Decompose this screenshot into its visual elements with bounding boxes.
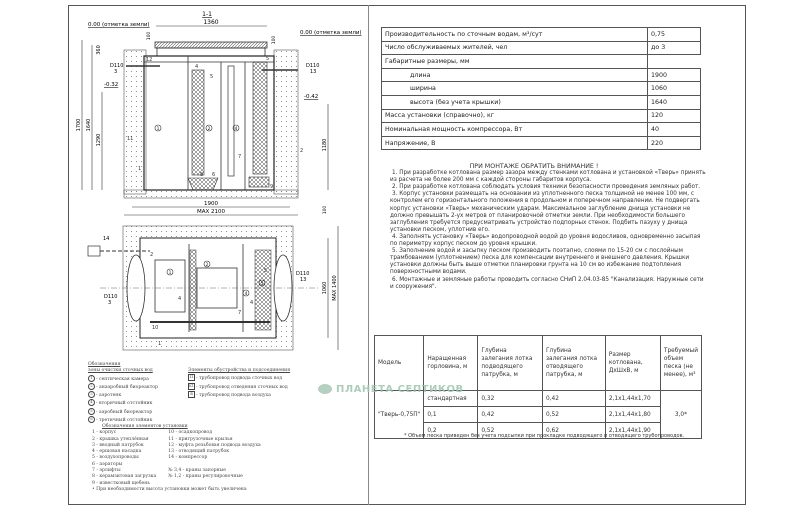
legend-connection-item: K1 - трубопровод отведения сточных вод bbox=[189, 383, 288, 390]
legend-zones-title: зоны очистки сточных вод bbox=[88, 368, 153, 374]
inlet-level: -0.32 bbox=[104, 82, 119, 88]
globe-icon bbox=[318, 384, 332, 394]
plan-inlet-diameter: D110 bbox=[104, 294, 118, 300]
spec-row bbox=[382, 95, 701, 109]
spec-row bbox=[382, 68, 701, 82]
svg-text:2: 2 bbox=[207, 126, 211, 131]
cell-neck: стандартная bbox=[424, 391, 478, 407]
legend-zone-item: 3 - аэротенк bbox=[88, 391, 158, 399]
legend-zone-item: 1 - септическая камера bbox=[88, 375, 158, 383]
plan-outlet-number: 13 bbox=[300, 277, 307, 283]
spec-label: Габаритные размеры, мм bbox=[382, 55, 648, 69]
legend-parts bbox=[92, 424, 261, 493]
note-item: 4. Заполнять установку «Тверь» водопроводной водой до уровня водосливов, одновременно засыпая по периметру корпус песком до уровня крышки. bbox=[390, 233, 701, 248]
svg-text:9: 9 bbox=[270, 184, 274, 190]
spec-value: 40 bbox=[648, 123, 701, 137]
svg-text:1: 1 bbox=[158, 341, 162, 347]
spec-row bbox=[382, 109, 701, 123]
svg-text:1: 1 bbox=[156, 126, 160, 131]
note-item: 2. При разработке котлована соблюдать условия техники безопасности проведения земляных работ. bbox=[392, 184, 701, 191]
inlet-number: 3 bbox=[114, 69, 118, 75]
svg-text:1: 1 bbox=[138, 166, 142, 172]
spec-label: высота (без учета крышки) bbox=[382, 95, 648, 109]
section-title: 1-1 bbox=[202, 11, 212, 18]
legend-zone-item: 2 - анаэробный биореактор bbox=[88, 383, 158, 391]
spec-value: 1900 bbox=[648, 68, 701, 82]
spec-row bbox=[382, 136, 701, 150]
cell-in-depth: 0,32 bbox=[478, 391, 543, 407]
svg-text:4: 4 bbox=[195, 64, 199, 70]
svg-text:1: 1 bbox=[168, 270, 172, 275]
dim-plan-width: 1060 bbox=[322, 281, 328, 295]
legend-connection-item: I1 - трубопровод подвода сточных вод bbox=[189, 375, 283, 382]
svg-text:8: 8 bbox=[200, 172, 204, 178]
spec-label: длина bbox=[382, 68, 648, 82]
spec-label: ширина bbox=[382, 82, 648, 96]
spec-value: 220 bbox=[648, 136, 701, 150]
legend-elements-title: Элементы обустройства и подсоединения bbox=[188, 368, 291, 373]
legend-part-item: 6 - аэраторы bbox=[92, 461, 123, 467]
dim-width-top: 1360 bbox=[203, 19, 219, 26]
legend-connections bbox=[188, 368, 290, 399]
cell-pit: 2,1х1,44х1,90 bbox=[605, 423, 660, 439]
ground-level-left: 0.00 (отметка земли) bbox=[88, 22, 150, 28]
spec-row bbox=[382, 28, 701, 42]
legend-part-item: 12 - муфта резьбовая подвода воздуха bbox=[168, 442, 261, 448]
specs-table bbox=[381, 27, 701, 150]
svg-text:12: 12 bbox=[146, 57, 153, 63]
cell-in-depth: 0,42 bbox=[478, 407, 543, 423]
legend-connection-item: В - трубопровод подвода воздуха bbox=[188, 391, 290, 399]
zone-number-icon: 2 bbox=[88, 383, 95, 390]
legend-part-item: № 1,2 - краны регулировочные bbox=[168, 474, 243, 480]
dim-100-right: 100 bbox=[272, 35, 277, 45]
spec-label: Производительность по сточным водам, м³/сут bbox=[382, 28, 648, 42]
col-neck: Наращенная горловина, м bbox=[424, 336, 478, 391]
models-header-row bbox=[375, 336, 702, 391]
svg-text:2: 2 bbox=[300, 148, 304, 154]
note-item: 3. Корпус установки размещать на основании из уплотненного песка толщиной не менее 100 мм, с контролем его горизонтального положения в продольном и поперечном направлении. Не подвергать корпус установки «Тверь» механическим ударам. Максимальное заглубление днища установки не должно превышать 2-ух метров от планировочной отметки земли. При необходимости большего заглубления требуется предусматривать устройство подпорных стенок. Подбить пазуху у днища установки песком, уплотнив его. bbox=[390, 191, 700, 233]
dim-height-1700: 1700 bbox=[76, 118, 82, 132]
plan-outlet-diameter: D110 bbox=[296, 271, 310, 277]
spec-row bbox=[382, 123, 701, 137]
svg-text:5: 5 bbox=[266, 56, 270, 62]
legend-zones bbox=[88, 362, 158, 424]
cell-out-depth: 0,42 bbox=[542, 391, 605, 407]
legend-part-item: 4 - ершовая насадка bbox=[92, 449, 142, 455]
note-item: 5. Заполнение водой и засыпку песком производить поэтапно, слоями по 15-20 см с послойным трамбованием (уплотнением) песка для компенсации внутреннего и внешнего давления. Крышки установки должны быть выше отметки планировки грунта на 10 см во избежание подтопления поверхностными водами. bbox=[390, 248, 690, 276]
legend-part-item: 3 - вводный патрубок bbox=[92, 442, 144, 448]
pipe-symbol-icon: K1 bbox=[189, 383, 194, 388]
note-item: 6. Монтажные и земляные работы проводить согласно СНиП 2.04.03-85 "Канализация. Наружные сети и сооружения". bbox=[390, 276, 704, 290]
cell-in-depth: 0,52 bbox=[478, 423, 543, 439]
col-out-depth: Глубина залегания лотка отводящего патрубка, м bbox=[542, 336, 605, 391]
spec-row bbox=[382, 55, 701, 69]
spec-value bbox=[648, 55, 701, 69]
table-row bbox=[375, 407, 702, 423]
svg-text:2: 2 bbox=[205, 262, 209, 267]
legend-zone-item: 4 - вторичный отстойник bbox=[88, 399, 158, 407]
dim-100-left: 100 bbox=[147, 31, 152, 41]
spec-label: Масса установки (справочно), кг bbox=[382, 109, 648, 123]
svg-text:4: 4 bbox=[178, 296, 182, 302]
spec-value: до 3 bbox=[648, 41, 701, 55]
note-item: 1. При разработке котлована размер зазора между стенками котлована и установкой «Тверь» принять из расчета не более 200 мм с каждой стороны габаритов корпуса. bbox=[390, 170, 706, 184]
pipe-symbol-icon: В bbox=[188, 391, 195, 398]
legend-part-item: 11 - пригрузочные крылья bbox=[168, 436, 233, 442]
ground-level-right: 0.00 (отметка земли) bbox=[300, 30, 362, 36]
svg-text:10: 10 bbox=[152, 325, 159, 331]
spec-label: Число обслуживаемых жителей, чел bbox=[382, 41, 648, 55]
legend-part-item: 9 - известковый щебень bbox=[92, 480, 150, 486]
zone-number-icon: 1 bbox=[88, 375, 95, 382]
col-sand-volume: Требуемый объем песка (не менее), м³ bbox=[660, 336, 701, 391]
plan-inlet-number: 3 bbox=[108, 300, 112, 306]
spec-value: 1640 bbox=[648, 95, 701, 109]
installation-notes bbox=[390, 163, 708, 291]
compressor-number: 14 bbox=[103, 236, 110, 242]
compressor bbox=[88, 246, 100, 256]
legend-part-item: № 3,4 - краны запорные bbox=[168, 468, 226, 474]
spec-value: 120 bbox=[648, 109, 701, 123]
cell-pit: 2,1х1,44х1,70 bbox=[605, 391, 660, 407]
dim-height-1640: 1640 bbox=[86, 118, 92, 132]
zone-number-icon: 4 bbox=[88, 399, 95, 406]
notes-heading: ПРИ МОНТАЖЕ ОБРАТИТЬ ВНИМАНИЕ ! bbox=[469, 163, 599, 170]
svg-text:7: 7 bbox=[238, 310, 242, 316]
legend-zone-item: 5 - аэробный биореактор bbox=[88, 408, 158, 416]
legend-part-item: 2 - крышка утеплённая bbox=[92, 436, 149, 442]
cell-out-depth: 0,52 bbox=[542, 407, 605, 423]
svg-text:4: 4 bbox=[234, 126, 238, 131]
outlet-diameter: D110 bbox=[306, 63, 320, 69]
pipe-symbol-icon: I1 bbox=[189, 375, 194, 380]
dim-height-1180: 1180 bbox=[322, 138, 328, 152]
svg-text:5: 5 bbox=[264, 268, 268, 274]
cell-pit: 2,1х1,44х1,80 bbox=[605, 407, 660, 423]
svg-text:5: 5 bbox=[210, 74, 214, 80]
spec-label: Напряжение, В bbox=[382, 136, 648, 150]
dim-360: 360 bbox=[96, 45, 102, 55]
outlet-level: -0.42 bbox=[304, 94, 319, 100]
col-model: Модель bbox=[375, 336, 424, 391]
sand-footnote: * Объем песка приведен без учета подсыпки при прокладке подводящего и отводящего трубопроводов. bbox=[404, 433, 685, 439]
outlet-number: 13 bbox=[310, 69, 317, 75]
legend-part-item: 5 - воздухопроводы bbox=[92, 455, 139, 461]
cell-out-depth: 0,62 bbox=[542, 423, 605, 439]
svg-text:11: 11 bbox=[127, 136, 134, 142]
zone-number-icon: 5 bbox=[88, 408, 95, 415]
cell-neck: 0,1 bbox=[424, 407, 478, 423]
svg-text:2: 2 bbox=[150, 252, 154, 258]
spec-row bbox=[382, 41, 701, 55]
legend-parts-title: Обозначения элементов установки bbox=[102, 424, 188, 429]
sand-volume: 3,0* bbox=[660, 391, 701, 439]
spec-value: 0,75 bbox=[648, 28, 701, 42]
legend-note: • При необходимости высота установки может быть увеличена bbox=[92, 486, 247, 492]
zone-number-icon: 3 bbox=[88, 391, 95, 398]
inlet-diameter: D110 bbox=[110, 63, 124, 69]
spec-row bbox=[382, 82, 701, 96]
cell-neck: 0,2 bbox=[424, 423, 478, 439]
col-pit-size: Размер котлована, ДхШхВ, м bbox=[605, 336, 660, 391]
svg-text:7: 7 bbox=[238, 154, 242, 160]
zone-number-icon: 6 bbox=[88, 416, 95, 423]
dim-100-bottom: 100 bbox=[323, 205, 328, 215]
dim-height-1290: 1290 bbox=[96, 133, 102, 147]
svg-text:5: 5 bbox=[260, 281, 264, 286]
col-in-depth: Глубина залегания лотка подводящего патрубка, м bbox=[478, 336, 543, 391]
spec-value: 1060 bbox=[648, 82, 701, 96]
legend-part-item: 10 - осадкопровод bbox=[168, 430, 213, 436]
legend-part-item: 7 - эрлифты bbox=[92, 468, 121, 474]
dim-length: 1900 bbox=[204, 201, 218, 207]
watermark: ПЛАНЕТА СЕПТИКОВ bbox=[318, 384, 464, 395]
spec-label: Номинальная мощность компрессора, Вт bbox=[382, 123, 648, 137]
plan-drawing bbox=[0, 0, 370, 370]
dim-plan-width-max: MAX 1400 bbox=[332, 275, 338, 301]
svg-text:4: 4 bbox=[244, 291, 248, 296]
legend-part-item: 14 - компрессор bbox=[168, 455, 208, 461]
legend-part-item: 8 - керамзитовая загрузка bbox=[92, 474, 157, 480]
model-name: "Тверь-0,75П" bbox=[375, 391, 424, 439]
dim-length-max: MAX 2100 bbox=[196, 209, 226, 215]
legend-part-item: 13 - отводящий патрубок bbox=[168, 449, 230, 455]
svg-text:6: 6 bbox=[212, 172, 216, 178]
legend-part-item: 1 - корпус bbox=[92, 430, 117, 436]
legend-zone-item: 6 - третичный отстойник bbox=[88, 416, 158, 424]
svg-text:4: 4 bbox=[250, 300, 254, 306]
legend-title: Обозначения bbox=[88, 362, 121, 367]
